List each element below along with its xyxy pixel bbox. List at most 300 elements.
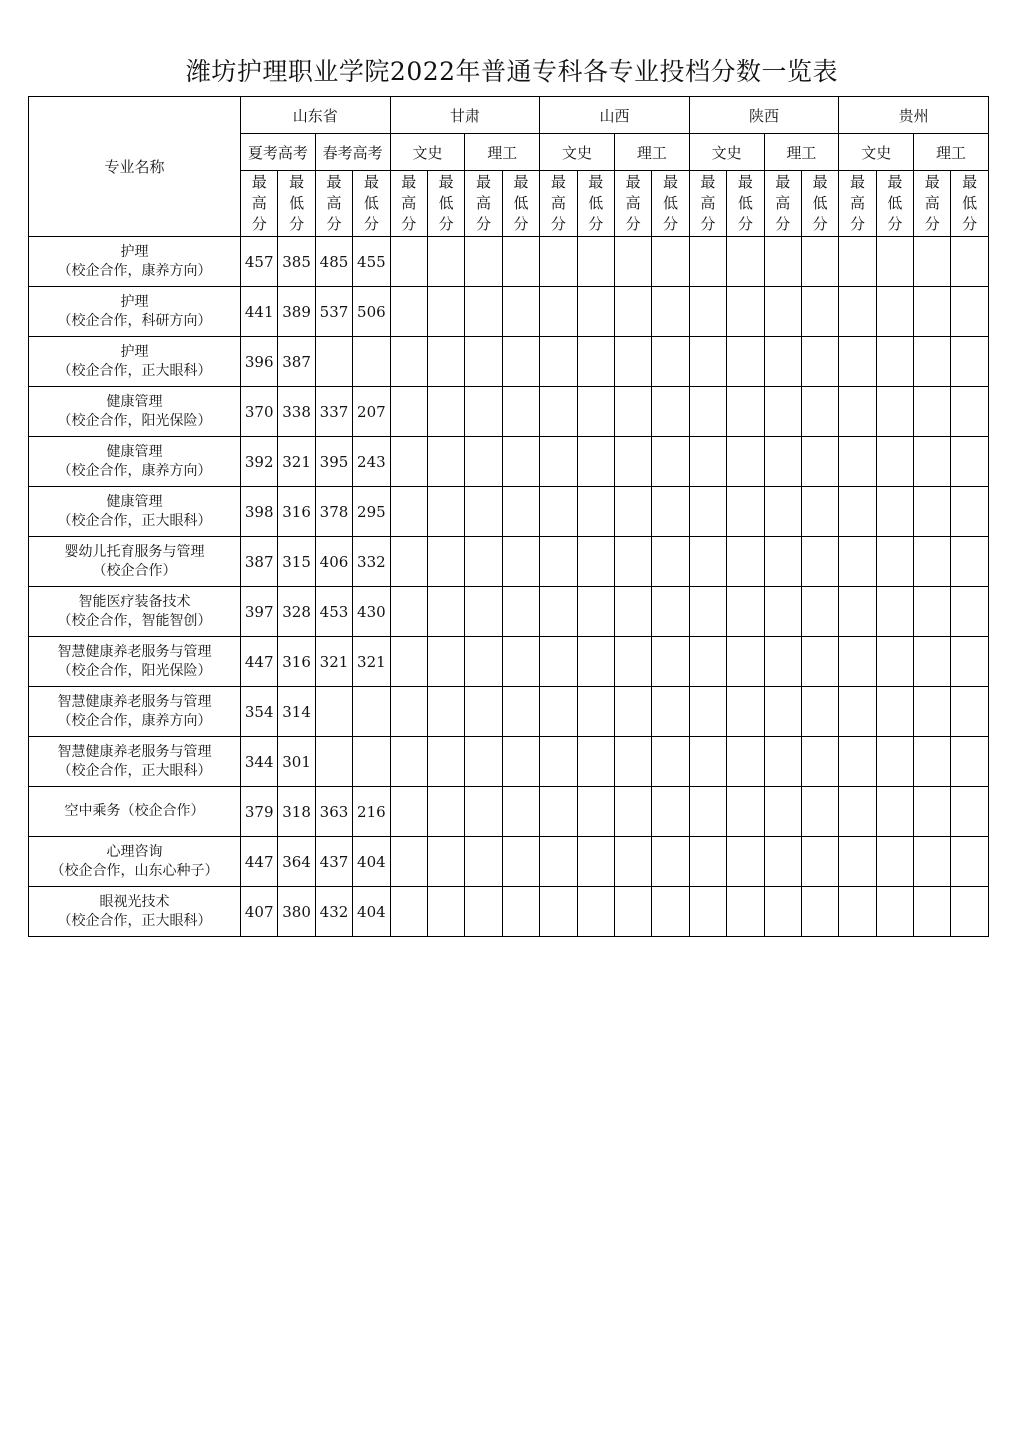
header-char: 最 [775,173,791,191]
score-cell: 385 [278,237,315,287]
score-cell [801,837,838,887]
major-name: 护理 [120,293,149,310]
score-cell: 338 [278,387,315,437]
max-score-header [315,171,352,237]
score-cell [390,687,427,737]
score-cell [540,587,577,637]
header-char: 分 [251,215,267,233]
score-cell [427,787,464,837]
score-cell [652,887,689,937]
score-cell [914,337,951,387]
score-cell: 397 [241,587,278,637]
header-char: 分 [363,215,379,233]
score-cell: 392 [241,437,278,487]
score-cell: 315 [278,537,315,587]
score-cell [727,537,764,587]
score-cell [390,637,427,687]
table-row [29,787,989,837]
score-cell [689,887,726,937]
score-cell [540,237,577,287]
score-cell [951,737,988,787]
major-note: （校企合作，正大眼科） [57,362,212,379]
major-name-cell [29,887,241,937]
max-score-header [241,171,278,237]
score-cell [652,437,689,487]
major-name-cell [29,237,241,287]
score-cell: 406 [315,537,352,587]
score-cell [951,537,988,587]
score-cell: 337 [315,387,352,437]
major-note: （校企合作，正大眼科） [57,512,212,529]
score-cell [839,237,876,287]
score-cell [951,587,988,637]
score-cell [876,337,913,387]
score-cell [801,787,838,837]
header-char: 高 [850,194,866,212]
header-char: 分 [887,215,903,233]
score-cell [427,337,464,387]
header-char: 最 [438,173,454,191]
major-note: （校企合作，正大眼科） [57,762,212,779]
score-cell [465,437,502,487]
score-cell [540,787,577,837]
score-cell [540,337,577,387]
header-char: 分 [326,215,342,233]
score-cell [652,637,689,687]
score-cell [315,337,352,387]
header-char: 分 [513,215,529,233]
score-cell [315,737,352,787]
score-cell [502,487,539,537]
score-cell [465,887,502,937]
score-cell [689,337,726,387]
score-cell [801,887,838,937]
major-name-cell [29,787,241,837]
score-cell [689,737,726,787]
score-cell [951,687,988,737]
score-cell [652,837,689,887]
header-char: 分 [289,215,305,233]
province-header: 山西 [540,97,690,134]
score-cell [427,387,464,437]
score-cell [951,787,988,837]
score-cell [727,487,764,537]
header-char: 最 [625,173,641,191]
score-cell [577,387,614,437]
score-cell [577,637,614,687]
score-cell [839,337,876,387]
header-char: 分 [850,215,866,233]
score-cell [315,687,352,737]
score-table [28,96,989,937]
score-cell [577,287,614,337]
score-cell [427,637,464,687]
score-cell [577,587,614,637]
score-cell [801,687,838,737]
score-cell: 316 [278,637,315,687]
score-cell [427,887,464,937]
header-char: 高 [326,194,342,212]
score-cell [689,387,726,437]
score-cell: 318 [278,787,315,837]
score-cell [502,537,539,587]
major-name: 眼视光技术 [99,893,170,910]
score-cell [839,637,876,687]
header-char: 最 [737,173,753,191]
score-cell [465,687,502,737]
score-cell: 407 [241,887,278,937]
score-cell [353,337,390,387]
header-char: 分 [550,215,566,233]
exam-type-header: 理工 [614,134,689,171]
header-char: 高 [700,194,716,212]
score-cell: 380 [278,887,315,937]
score-cell [652,487,689,537]
major-name: 智能医疗装备技术 [78,593,191,610]
score-cell [652,537,689,587]
major-name-cell [29,437,241,487]
score-cell [427,287,464,337]
header-char: 分 [962,215,978,233]
score-cell [540,637,577,687]
major-note: （校企合作，康养方向） [57,712,212,729]
score-cell [540,437,577,487]
major-name-cell [29,587,241,637]
major-name-cell [29,337,241,387]
score-cell [727,687,764,737]
score-cell: 437 [315,837,352,887]
score-cell [876,737,913,787]
header-char: 低 [588,194,604,212]
score-cell [764,437,801,487]
score-cell: 332 [353,537,390,587]
score-cell [727,787,764,837]
score-cell [652,287,689,337]
score-cell [914,487,951,537]
min-score-header [502,171,539,237]
major-name: 心理咨询 [106,843,163,860]
header-char: 高 [476,194,492,212]
score-cell [914,537,951,587]
score-cell [502,737,539,787]
score-cell [577,687,614,737]
score-cell [614,237,651,287]
score-cell [801,337,838,387]
score-cell [876,687,913,737]
score-cell [577,787,614,837]
score-cell [577,337,614,387]
score-cell [801,537,838,587]
score-cell [614,337,651,387]
score-cell [764,887,801,937]
score-cell [951,337,988,387]
score-cell: 447 [241,837,278,887]
score-cell [727,587,764,637]
exam-type-header: 理工 [914,134,989,171]
header-char: 分 [588,215,604,233]
score-cell [540,537,577,587]
score-cell: 216 [353,787,390,837]
score-cell [390,537,427,587]
score-cell [914,787,951,837]
min-score-header [427,171,464,237]
score-cell: 396 [241,337,278,387]
score-cell [540,287,577,337]
major-name: 健康管理 [106,493,163,510]
score-cell [839,687,876,737]
score-cell [390,837,427,887]
score-cell [614,687,651,737]
header-char: 最 [550,173,566,191]
score-cell [540,487,577,537]
major-note: （校企合作，正大眼科） [57,912,212,929]
max-score-header [390,171,427,237]
score-cell [839,737,876,787]
score-cell: 370 [241,387,278,437]
exam-type-header: 理工 [465,134,540,171]
max-score-header [839,171,876,237]
min-score-header [652,171,689,237]
major-note: （校企合作，科研方向） [57,312,212,329]
score-cell [914,287,951,337]
min-score-header [353,171,390,237]
score-cell [914,837,951,887]
header-char: 最 [326,173,342,191]
score-cell [689,837,726,887]
score-cell [465,737,502,787]
province-header: 甘肃 [390,97,540,134]
score-cell [652,787,689,837]
score-cell [427,437,464,487]
score-cell [951,837,988,887]
score-cell [951,487,988,537]
score-cell [801,437,838,487]
exam-type-header: 夏考高考 [241,134,316,171]
exam-type-header: 春考高考 [315,134,390,171]
score-cell [914,637,951,687]
max-score-header [540,171,577,237]
score-cell [427,537,464,587]
score-cell [914,587,951,637]
score-cell [876,287,913,337]
score-cell: 537 [315,287,352,337]
score-cell [502,587,539,637]
score-cell [390,287,427,337]
score-cell [914,437,951,487]
score-cell [689,537,726,587]
score-cell [839,587,876,637]
table-row [29,637,989,687]
header-char: 最 [962,173,978,191]
score-cell [764,287,801,337]
header-char: 分 [663,215,679,233]
score-cell [465,587,502,637]
score-cell [427,587,464,637]
header-char: 最 [588,173,604,191]
score-cell [577,537,614,587]
score-cell: 457 [241,237,278,287]
header-char: 低 [812,194,828,212]
score-cell [427,687,464,737]
header-char: 低 [663,194,679,212]
header-char: 最 [363,173,379,191]
score-cell [951,287,988,337]
score-cell [876,487,913,537]
score-cell: 395 [315,437,352,487]
score-cell [614,637,651,687]
score-cell [502,637,539,687]
score-cell [876,637,913,687]
score-cell [465,337,502,387]
score-cell [614,487,651,537]
score-cell [914,887,951,937]
score-cell [727,387,764,437]
score-cell: 389 [278,287,315,337]
major-column-header: 专业名称 [29,97,241,237]
score-cell [614,437,651,487]
score-cell [764,587,801,637]
score-cell: 301 [278,737,315,787]
exam-type-header: 文史 [540,134,615,171]
max-score-header [914,171,951,237]
score-cell [540,887,577,937]
min-score-header [727,171,764,237]
score-cell [727,737,764,787]
major-name: 健康管理 [106,443,163,460]
table-row [29,687,989,737]
score-cell [839,437,876,487]
score-cell [764,787,801,837]
score-cell [502,337,539,387]
score-cell [876,887,913,937]
score-cell [951,887,988,937]
header-char: 高 [401,194,417,212]
score-cell [876,437,913,487]
score-cell: 364 [278,837,315,887]
min-score-header [876,171,913,237]
score-cell [914,237,951,287]
score-cell: 404 [353,887,390,937]
score-cell [764,537,801,587]
header-char: 最 [513,173,529,191]
score-cell [652,237,689,287]
score-cell [876,587,913,637]
score-cell [914,687,951,737]
score-cell [502,237,539,287]
score-cell [502,437,539,487]
score-cell [390,737,427,787]
score-cell [427,237,464,287]
score-cell [764,687,801,737]
header-char: 最 [289,173,305,191]
score-cell: 379 [241,787,278,837]
major-name-cell [29,837,241,887]
header-char: 最 [924,173,940,191]
score-cell [876,787,913,837]
score-cell [390,487,427,537]
score-cell [353,737,390,787]
score-cell [839,537,876,587]
header-char: 低 [962,194,978,212]
header-char: 分 [476,215,492,233]
score-cell [577,437,614,487]
major-name-cell [29,687,241,737]
score-cell [652,337,689,387]
major-note: （校企合作，智能智创） [57,612,212,629]
header-char: 高 [625,194,641,212]
score-cell [727,237,764,287]
score-cell [465,787,502,837]
score-cell [540,837,577,887]
score-cell [390,787,427,837]
score-cell [614,837,651,887]
page-title: 潍坊护理职业学院2022年普通专科各专业投档分数一览表 [185,57,839,86]
major-name-cell [29,387,241,437]
header-char: 分 [812,215,828,233]
score-cell: 485 [315,237,352,287]
header-char: 最 [812,173,828,191]
table-row [29,387,989,437]
major-note: （校企合作，山东心种子） [50,862,219,879]
score-cell [801,487,838,537]
header-char: 低 [737,194,753,212]
score-cell [652,737,689,787]
score-cell [951,237,988,287]
score-cell: 207 [353,387,390,437]
score-cell [390,437,427,487]
major-note: （校企合作，阳光保险） [57,412,212,429]
score-cell [427,487,464,537]
major-name: 智慧健康养老服务与管理 [57,693,212,710]
score-cell [914,387,951,437]
header-char: 分 [775,215,791,233]
score-cell [951,637,988,687]
major-name: 护理 [120,243,149,260]
score-cell: 432 [315,887,352,937]
score-cell: 387 [241,537,278,587]
score-cell: 430 [353,587,390,637]
min-score-header [801,171,838,237]
score-cell [540,687,577,737]
header-char: 高 [924,194,940,212]
score-cell: 344 [241,737,278,787]
score-cell [427,837,464,887]
score-cell [502,887,539,937]
score-cell: 455 [353,237,390,287]
score-cell [689,787,726,837]
score-cell [652,687,689,737]
score-cell [577,837,614,887]
major-note: （校企合作，康养方向） [57,262,212,279]
max-score-header [689,171,726,237]
score-cell [465,387,502,437]
score-cell: 447 [241,637,278,687]
max-score-header [465,171,502,237]
score-cell: 404 [353,837,390,887]
score-cell: 321 [315,637,352,687]
score-cell [614,587,651,637]
score-cell: 295 [353,487,390,537]
score-cell [614,287,651,337]
score-cell [764,737,801,787]
score-cell [502,837,539,887]
header-char: 最 [887,173,903,191]
score-cell [652,387,689,437]
score-cell [465,287,502,337]
table-row [29,887,989,937]
score-cell: 354 [241,687,278,737]
score-cell [764,637,801,687]
